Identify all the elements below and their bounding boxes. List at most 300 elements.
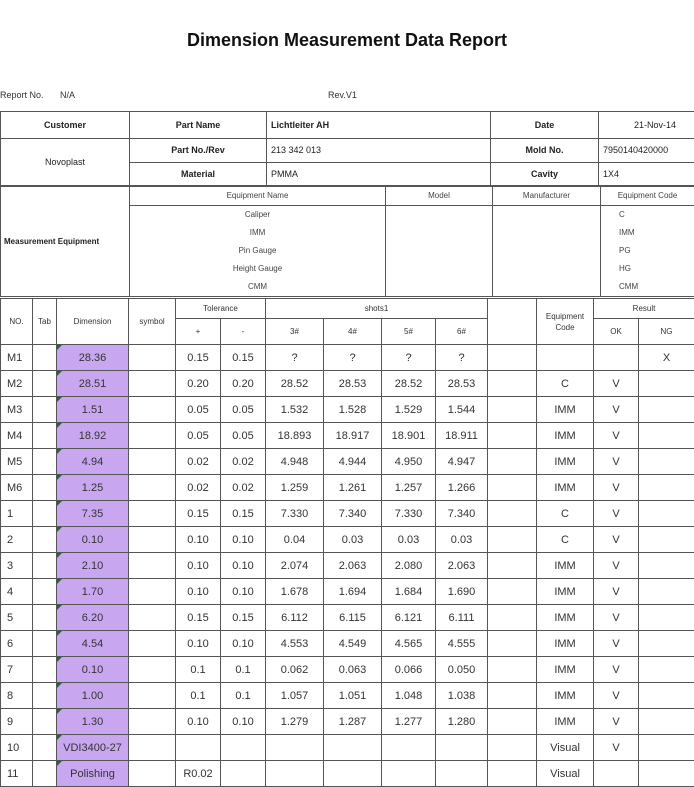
- row-tol-plus: 0.15: [176, 605, 221, 631]
- row-blank: [488, 683, 537, 709]
- row-shot-6: ?: [436, 345, 488, 371]
- row-tol-plus: 0.02: [176, 449, 221, 475]
- col-equipment-code: Equipment Code: [537, 299, 594, 345]
- equipment-code-item: PG: [601, 242, 694, 260]
- row-ng: [639, 709, 694, 735]
- row-no: 10: [1, 735, 33, 761]
- equipment-table: [0, 186, 694, 297]
- equipment-name-item: Pin Gauge: [130, 242, 385, 260]
- row-blank: [488, 709, 537, 735]
- table-row: [1, 423, 694, 449]
- row-shot-5: 7.330: [382, 501, 436, 527]
- row-no: 7: [1, 657, 33, 683]
- col-shot-3: 3#: [266, 319, 324, 345]
- row-equipment-code: IMM: [537, 579, 594, 605]
- equipment-code-item: C: [601, 206, 694, 224]
- col-tolerance: Tolerance: [176, 299, 266, 319]
- date-value: 21-Nov-14: [599, 112, 694, 139]
- row-symbol: [129, 501, 176, 527]
- row-shot-6: 6.111: [436, 605, 488, 631]
- row-no: 1: [1, 501, 33, 527]
- row-tol-minus: 0.10: [221, 579, 266, 605]
- row-blank: [488, 371, 537, 397]
- row-shot-4: 4.549: [324, 631, 382, 657]
- equipment-names: [130, 206, 386, 297]
- row-shot-4: 1.051: [324, 683, 382, 709]
- row-shot-6: 4.555: [436, 631, 488, 657]
- col-shots: shots1: [266, 299, 488, 319]
- row-shot-5: 1.257: [382, 475, 436, 501]
- mold-no-label: Mold No.: [491, 139, 599, 163]
- row-blank: [488, 397, 537, 423]
- row-tol-plus: 0.10: [176, 631, 221, 657]
- part-no-label: Part No./Rev: [130, 139, 267, 163]
- row-no: 3: [1, 553, 33, 579]
- equipment-codes: [601, 206, 694, 297]
- row-no: 2: [1, 527, 33, 553]
- customer-value: Novoplast: [1, 139, 130, 186]
- row-tol-minus: 0.15: [221, 605, 266, 631]
- row-shot-5: 6.121: [382, 605, 436, 631]
- row-shot-6: 1.266: [436, 475, 488, 501]
- row-tab: [33, 579, 57, 605]
- row-tab: [33, 371, 57, 397]
- row-shot-5: 1.277: [382, 709, 436, 735]
- row-ng: [639, 371, 694, 397]
- row-ok: [594, 761, 639, 787]
- row-tab: [33, 475, 57, 501]
- row-shot-5: 1.048: [382, 683, 436, 709]
- row-ok: V: [594, 579, 639, 605]
- row-shot-4: 0.063: [324, 657, 382, 683]
- row-equipment-code: [537, 345, 594, 371]
- row-tab: [33, 657, 57, 683]
- row-shot-3: 18.893: [266, 423, 324, 449]
- revision: Rev.V1: [328, 90, 357, 100]
- row-shot-5: [382, 761, 436, 787]
- table-row: [1, 709, 694, 735]
- row-ok: V: [594, 657, 639, 683]
- row-tab: [33, 501, 57, 527]
- customer-label: Customer: [1, 112, 130, 139]
- row-tab: [33, 423, 57, 449]
- row-tol-plus: 0.15: [176, 345, 221, 371]
- row-equipment-code: IMM: [537, 423, 594, 449]
- row-shot-6: 1.690: [436, 579, 488, 605]
- row-dimension: 7.35: [57, 501, 129, 527]
- row-blank: [488, 735, 537, 761]
- row-tab: [33, 605, 57, 631]
- table-row: [1, 345, 694, 371]
- row-shot-4: [324, 761, 382, 787]
- row-shot-5: 4.950: [382, 449, 436, 475]
- row-blank: [488, 657, 537, 683]
- row-shot-3: 7.330: [266, 501, 324, 527]
- row-ok: V: [594, 371, 639, 397]
- row-ok: V: [594, 423, 639, 449]
- row-tol-minus: 0.10: [221, 527, 266, 553]
- row-shot-4: 6.115: [324, 605, 382, 631]
- row-ng: [639, 579, 694, 605]
- row-shot-3: 6.112: [266, 605, 324, 631]
- row-dimension: 4.54: [57, 631, 129, 657]
- row-tab: [33, 553, 57, 579]
- row-dimension: 28.36: [57, 345, 129, 371]
- row-tol-plus: R0.02: [176, 761, 221, 787]
- table-row: [1, 397, 694, 423]
- row-tol-minus: 0.10: [221, 553, 266, 579]
- row-shot-5: [382, 735, 436, 761]
- table-row: [1, 761, 694, 787]
- manufacturer-cell: [493, 206, 601, 297]
- row-tol-minus: [221, 761, 266, 787]
- row-symbol: [129, 553, 176, 579]
- row-ok: V: [594, 735, 639, 761]
- row-shot-6: 18.911: [436, 423, 488, 449]
- row-shot-5: 0.03: [382, 527, 436, 553]
- row-equipment-code: IMM: [537, 631, 594, 657]
- row-shot-6: 28.53: [436, 371, 488, 397]
- equipment-title: Measurement Equipment: [1, 187, 130, 297]
- equipment-name-label: Equipment Name: [130, 187, 386, 206]
- manufacturer-label: Manufacturer: [493, 187, 601, 206]
- row-shot-5: 4.565: [382, 631, 436, 657]
- row-tol-minus: 0.02: [221, 449, 266, 475]
- row-symbol: [129, 371, 176, 397]
- row-ng: [639, 657, 694, 683]
- equipment-code-item: HG: [601, 260, 694, 278]
- row-shot-4: 2.063: [324, 553, 382, 579]
- row-tol-minus: 0.10: [221, 631, 266, 657]
- row-dimension: 18.92: [57, 423, 129, 449]
- row-shot-4: 1.694: [324, 579, 382, 605]
- mold-no-value: 7950140420000: [599, 139, 694, 163]
- row-shot-3: 1.057: [266, 683, 324, 709]
- col-blank: [488, 299, 537, 345]
- row-tol-plus: 0.05: [176, 423, 221, 449]
- row-tol-plus: 0.1: [176, 657, 221, 683]
- row-dimension: 4.94: [57, 449, 129, 475]
- equipment-code-label: Equipment Code: [601, 187, 694, 206]
- row-symbol: [129, 631, 176, 657]
- row-tol-minus: 0.15: [221, 345, 266, 371]
- equipment-name-item: CMM: [130, 278, 385, 296]
- table-row: [1, 683, 694, 709]
- row-tol-minus: [221, 735, 266, 761]
- row-tol-minus: 0.05: [221, 397, 266, 423]
- row-tol-plus: 0.05: [176, 397, 221, 423]
- row-dimension: Polishing: [57, 761, 129, 787]
- row-symbol: [129, 735, 176, 761]
- row-ok: V: [594, 683, 639, 709]
- row-ok: V: [594, 397, 639, 423]
- row-ng: [639, 475, 694, 501]
- report-no-label: Report No.: [0, 90, 44, 100]
- row-equipment-code: IMM: [537, 605, 594, 631]
- row-shot-3: 1.279: [266, 709, 324, 735]
- col-plus: +: [176, 319, 221, 345]
- part-name-label: Part Name: [130, 112, 267, 139]
- equipment-name-item: Caliper: [130, 206, 385, 224]
- col-shot-5: 5#: [382, 319, 436, 345]
- row-tab: [33, 735, 57, 761]
- row-no: 9: [1, 709, 33, 735]
- row-tab: [33, 631, 57, 657]
- col-result: Result: [594, 299, 694, 319]
- table-row: [1, 605, 694, 631]
- row-symbol: [129, 449, 176, 475]
- row-shot-5: 1.529: [382, 397, 436, 423]
- row-shot-4: ?: [324, 345, 382, 371]
- report-no-value: N/A: [60, 90, 75, 100]
- row-blank: [488, 605, 537, 631]
- row-shot-4: 7.340: [324, 501, 382, 527]
- row-equipment-code: IMM: [537, 553, 594, 579]
- row-tol-plus: 0.10: [176, 527, 221, 553]
- row-ng: [639, 553, 694, 579]
- row-symbol: [129, 423, 176, 449]
- row-tol-minus: 0.05: [221, 423, 266, 449]
- row-equipment-code: IMM: [537, 657, 594, 683]
- row-shot-4: 18.917: [324, 423, 382, 449]
- equipment-code-item: CMM: [601, 278, 694, 296]
- row-ok: V: [594, 501, 639, 527]
- row-blank: [488, 761, 537, 787]
- row-tol-plus: 0.02: [176, 475, 221, 501]
- row-blank: [488, 449, 537, 475]
- row-equipment-code: C: [537, 527, 594, 553]
- row-shot-6: 1.544: [436, 397, 488, 423]
- row-tol-plus: 0.20: [176, 371, 221, 397]
- row-tol-minus: 0.1: [221, 683, 266, 709]
- row-tol-plus: 0.1: [176, 683, 221, 709]
- row-tol-plus: 0.15: [176, 501, 221, 527]
- part-name-value: Lichtleiter AH: [267, 112, 491, 139]
- row-symbol: [129, 527, 176, 553]
- row-ng: [639, 735, 694, 761]
- row-tab: [33, 345, 57, 371]
- row-symbol: [129, 761, 176, 787]
- row-ng: X: [639, 345, 694, 371]
- table-row: [1, 527, 694, 553]
- row-no: M4: [1, 423, 33, 449]
- row-no: 11: [1, 761, 33, 787]
- col-symbol: symbol: [129, 299, 176, 345]
- row-tab: [33, 527, 57, 553]
- row-dimension: 1.00: [57, 683, 129, 709]
- material-label: Material: [130, 162, 267, 186]
- row-ok: V: [594, 475, 639, 501]
- row-tol-plus: 0.10: [176, 579, 221, 605]
- row-shot-5: 18.901: [382, 423, 436, 449]
- row-tol-minus: 0.20: [221, 371, 266, 397]
- row-symbol: [129, 605, 176, 631]
- row-ng: [639, 605, 694, 631]
- row-tol-plus: 0.10: [176, 709, 221, 735]
- row-shot-3: 4.948: [266, 449, 324, 475]
- row-tab: [33, 761, 57, 787]
- row-dimension: 6.20: [57, 605, 129, 631]
- row-tol-minus: 0.10: [221, 709, 266, 735]
- col-no: NO.: [1, 299, 33, 345]
- row-shot-5: 2.080: [382, 553, 436, 579]
- row-ok: V: [594, 553, 639, 579]
- row-shot-6: 1.038: [436, 683, 488, 709]
- table-row: [1, 475, 694, 501]
- row-blank: [488, 631, 537, 657]
- row-symbol: [129, 397, 176, 423]
- table-row: [1, 579, 694, 605]
- col-shot-6: 6#: [436, 319, 488, 345]
- row-dimension: 0.10: [57, 657, 129, 683]
- row-shot-3: 1.678: [266, 579, 324, 605]
- row-shot-3: [266, 735, 324, 761]
- row-ng: [639, 527, 694, 553]
- row-equipment-code: IMM: [537, 475, 594, 501]
- row-shot-3: 2.074: [266, 553, 324, 579]
- row-shot-6: 4.947: [436, 449, 488, 475]
- row-blank: [488, 423, 537, 449]
- row-shot-3: 0.062: [266, 657, 324, 683]
- row-blank: [488, 475, 537, 501]
- row-blank: [488, 345, 537, 371]
- row-blank: [488, 501, 537, 527]
- row-tol-minus: 0.15: [221, 501, 266, 527]
- date-label: Date: [491, 112, 599, 139]
- row-ng: [639, 423, 694, 449]
- row-shot-4: 28.53: [324, 371, 382, 397]
- row-shot-4: 1.261: [324, 475, 382, 501]
- row-equipment-code: C: [537, 371, 594, 397]
- row-shot-4: 1.287: [324, 709, 382, 735]
- row-shot-3: 0.04: [266, 527, 324, 553]
- row-ng: [639, 631, 694, 657]
- cavity-label: Cavity: [491, 162, 599, 186]
- row-symbol: [129, 657, 176, 683]
- row-equipment-code: IMM: [537, 683, 594, 709]
- row-ok: V: [594, 709, 639, 735]
- row-tab: [33, 683, 57, 709]
- row-shot-4: 1.528: [324, 397, 382, 423]
- row-ok: V: [594, 449, 639, 475]
- row-shot-3: ?: [266, 345, 324, 371]
- row-tol-plus: 0.10: [176, 553, 221, 579]
- equipment-code-item: IMM: [601, 224, 694, 242]
- row-dimension: 1.70: [57, 579, 129, 605]
- row-no: M3: [1, 397, 33, 423]
- row-ok: V: [594, 631, 639, 657]
- row-tol-minus: 0.02: [221, 475, 266, 501]
- row-shot-4: [324, 735, 382, 761]
- col-ok: OK: [594, 319, 639, 345]
- row-no: 6: [1, 631, 33, 657]
- row-ok: V: [594, 527, 639, 553]
- row-symbol: [129, 579, 176, 605]
- row-no: M1: [1, 345, 33, 371]
- row-shot-4: 4.944: [324, 449, 382, 475]
- row-symbol: [129, 709, 176, 735]
- row-equipment-code: IMM: [537, 397, 594, 423]
- row-ng: [639, 501, 694, 527]
- row-shot-6: 1.280: [436, 709, 488, 735]
- row-shot-5: 1.684: [382, 579, 436, 605]
- row-equipment-code: Visual: [537, 761, 594, 787]
- row-symbol: [129, 683, 176, 709]
- row-ng: [639, 449, 694, 475]
- equipment-name-item: IMM: [130, 224, 385, 242]
- row-shot-3: 28.52: [266, 371, 324, 397]
- row-equipment-code: Visual: [537, 735, 594, 761]
- row-equipment-code: IMM: [537, 709, 594, 735]
- row-ok: V: [594, 605, 639, 631]
- row-dimension: 1.51: [57, 397, 129, 423]
- model-cell: [386, 206, 493, 297]
- row-dimension: 28.51: [57, 371, 129, 397]
- row-no: M2: [1, 371, 33, 397]
- row-no: 5: [1, 605, 33, 631]
- row-shot-6: 0.03: [436, 527, 488, 553]
- table-row: [1, 501, 694, 527]
- col-shot-4: 4#: [324, 319, 382, 345]
- row-shot-6: [436, 761, 488, 787]
- row-tab: [33, 449, 57, 475]
- row-ng: [639, 761, 694, 787]
- row-blank: [488, 553, 537, 579]
- row-tab: [33, 397, 57, 423]
- row-shot-5: 28.52: [382, 371, 436, 397]
- cavity-value: 1X4: [599, 162, 694, 186]
- row-shot-5: ?: [382, 345, 436, 371]
- col-dimension: Dimension: [57, 299, 129, 345]
- equipment-name-item: Height Gauge: [130, 260, 385, 278]
- row-shot-6: 0.050: [436, 657, 488, 683]
- col-tab: Tab: [33, 299, 57, 345]
- material-value: PMMA: [267, 162, 491, 186]
- row-ok: [594, 345, 639, 371]
- row-ng: [639, 683, 694, 709]
- table-row: [1, 657, 694, 683]
- row-dimension: 1.30: [57, 709, 129, 735]
- row-tol-plus: [176, 735, 221, 761]
- row-equipment-code: IMM: [537, 449, 594, 475]
- col-minus: -: [221, 319, 266, 345]
- table-row: [1, 631, 694, 657]
- table-row: [1, 735, 694, 761]
- row-dimension: 1.25: [57, 475, 129, 501]
- row-shot-3: 4.553: [266, 631, 324, 657]
- row-blank: [488, 579, 537, 605]
- row-shot-6: [436, 735, 488, 761]
- row-tab: [33, 709, 57, 735]
- row-shot-3: 1.532: [266, 397, 324, 423]
- row-dimension: VDI3400-27: [57, 735, 129, 761]
- row-shot-5: 0.066: [382, 657, 436, 683]
- row-symbol: [129, 475, 176, 501]
- row-blank: [488, 527, 537, 553]
- row-dimension: 2.10: [57, 553, 129, 579]
- col-ng: NG: [639, 319, 694, 345]
- row-ng: [639, 397, 694, 423]
- row-tol-minus: 0.1: [221, 657, 266, 683]
- row-shot-3: [266, 761, 324, 787]
- row-shot-6: 2.063: [436, 553, 488, 579]
- row-no: M6: [1, 475, 33, 501]
- row-no: 8: [1, 683, 33, 709]
- row-equipment-code: C: [537, 501, 594, 527]
- row-no: M5: [1, 449, 33, 475]
- row-shot-4: 0.03: [324, 527, 382, 553]
- header-table: [0, 111, 694, 186]
